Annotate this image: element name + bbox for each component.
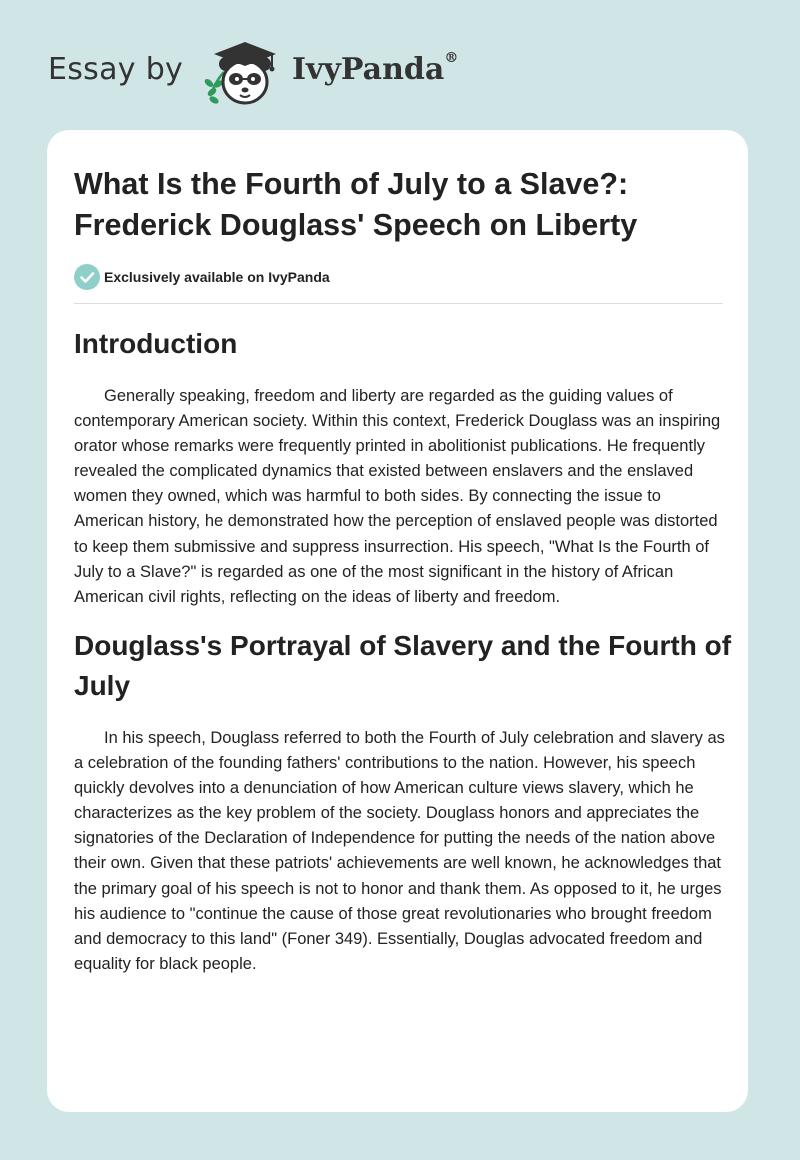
check-circle-icon: [74, 264, 100, 290]
article-title: What Is the Fourth of July to a Slave?: Frederick Douglass' Speech on Liberty: [74, 167, 638, 242]
section-heading-introduction: Introduction: [74, 328, 238, 359]
article-card: [47, 130, 748, 1112]
panda-logo-icon: [200, 34, 286, 112]
section-paragraph-portrayal: In his speech, Douglass referred to both the Fourth of July celebration and slavery as a celebration of the founding fathers' contributions to the nation. However, his speech quickly devolves into a denunciation of how American culture views slavery, which he characterizes as the key problem of the society. Douglass honors and appreciates the signatories of the Declaration of Independence for putting the needs of the nation above their own. Given that these patriots' achievements are well known, he acknowledges that the primary goal of his speech is not to honor and thank them. As opposed to it, he urges his audience to "continue the cause of those great revolutionaries who brought freedom and democracy to this land" (Foner 349). Essentially, Douglas advocated freedom and equality for black people.: [74, 729, 725, 973]
brand-name: IvyPanda®: [292, 50, 459, 87]
exclusive-badge-label: Exclusively available on IvyPanda: [104, 269, 330, 285]
brand-header[interactable]: [48, 34, 508, 114]
registered-mark: ®: [444, 50, 459, 66]
divider: [74, 303, 723, 304]
section-paragraph-introduction: Generally speaking, freedom and liberty are regarded as the guiding values of contemporary American society. Within this context, Frederick Douglass was an inspiring orator whose remarks were frequently printed in abolitionist publications. He frequently revealed the complicated dynamics that existed between enslavers and the enslaved women they owned, which was harmful to both sides. By connecting the issue to American history, he demonstrated how the perception of enslaved people was distorted to keep them submissive and suppress insurrection. His speech, "What Is the Fourth of July to a Slave?" is regarded as one of the most significant in the history of African American civil rights, reflecting on the ideas of liberty and freedom.: [74, 387, 721, 606]
section-heading-portrayal: Douglass's Portrayal of Slavery and the Fourth of July: [74, 630, 732, 701]
exclusive-badge: [74, 264, 474, 290]
brand-prefix: Essay by: [48, 52, 184, 87]
